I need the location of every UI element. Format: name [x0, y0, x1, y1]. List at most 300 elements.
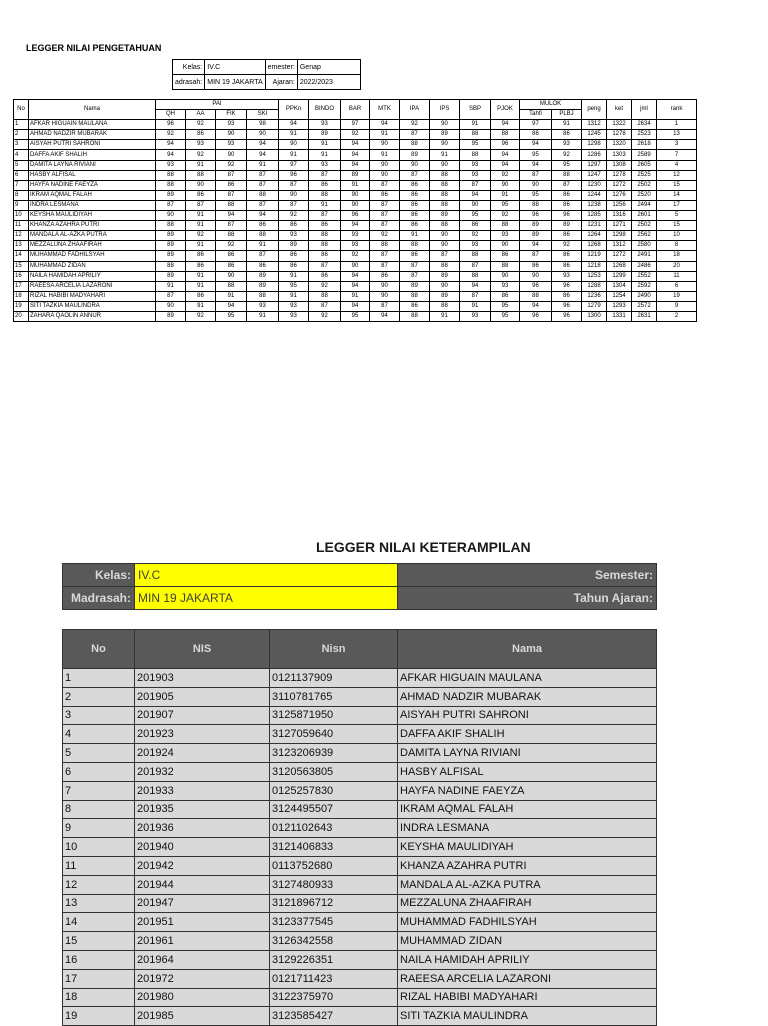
table-cell: 88 [247, 231, 279, 241]
table-cell: MANDALA AL-AZKA PUTRA [29, 231, 156, 241]
table-cell: ZAHARA QAOLIN ANNUR [29, 311, 156, 321]
table-cell: 1298 [582, 140, 607, 150]
table-cell: NAILA HAMIDAH APRILIY [398, 950, 657, 969]
table-cell: AHMAD NADZIR MUBARAK [29, 130, 156, 140]
table-cell: 93 [279, 311, 309, 321]
table-cell: 2 [14, 130, 29, 140]
table-row [14, 281, 697, 291]
semester-value: Genap [297, 60, 360, 75]
table-cell: 89 [430, 271, 460, 281]
table-cell: 1297 [582, 160, 607, 170]
table-cell: 86 [309, 221, 341, 231]
table-cell: 94 [341, 281, 370, 291]
table-cell: 1268 [582, 241, 607, 251]
table-cell: 88 [400, 140, 430, 150]
table-cell: 1244 [582, 190, 607, 200]
table-cell: 86 [216, 261, 247, 271]
table-cell: 90 [520, 271, 552, 281]
table-cell: 86 [400, 221, 430, 231]
table-cell: 91 [341, 180, 370, 190]
table-cell: 89 [156, 311, 186, 321]
table-cell: 91 [430, 150, 460, 160]
table-cell: AHMAD NADZIR MUBARAK [398, 687, 657, 706]
table-cell: 89 [430, 211, 460, 221]
table-cell: RIZAL HABIBI MADYAHARI [398, 988, 657, 1007]
table-cell: 201923 [135, 725, 270, 744]
table-cell: 6 [63, 762, 135, 781]
table-cell: 13 [657, 130, 697, 140]
table-cell: 3127059640 [270, 725, 398, 744]
table-cell: IKRAM AQMAL FALAH [398, 800, 657, 819]
table-cell: 87 [370, 200, 400, 210]
table-cell: 88 [460, 130, 491, 140]
table-cell: 1272 [607, 251, 632, 261]
table-cell: 86 [247, 221, 279, 231]
table-cell: 20 [14, 311, 29, 321]
table-cell: 88 [400, 311, 430, 321]
table-cell: 90 [430, 281, 460, 291]
table-row [63, 913, 657, 932]
table-cell: 91 [309, 140, 341, 150]
table-cell: AISYAH PUTRI SAHRONI [29, 140, 156, 150]
table-cell: 17 [14, 281, 29, 291]
table-cell: 97 [279, 160, 309, 170]
table-cell: 201932 [135, 762, 270, 781]
table-cell: 88 [430, 180, 460, 190]
table-cell: 92 [156, 130, 186, 140]
table-row [63, 725, 657, 744]
table-cell: 2491 [632, 251, 657, 261]
table-cell: 201907 [135, 706, 270, 725]
header-ips: IPS [430, 100, 460, 120]
table-cell: 88 [216, 281, 247, 291]
table-cell: 87 [309, 170, 341, 180]
table-cell: 9 [14, 200, 29, 210]
table-cell: 86 [520, 130, 552, 140]
table-cell: 0125257830 [270, 781, 398, 800]
table-cell: 1230 [582, 180, 607, 190]
table-cell: 9 [657, 301, 697, 311]
semester2-label: Semester: [398, 564, 657, 587]
table-cell: 4 [657, 160, 697, 170]
table-cell: 19 [14, 301, 29, 311]
table-cell: 86 [400, 301, 430, 311]
table-cell: 94 [247, 211, 279, 221]
table-cell: 2631 [632, 311, 657, 321]
table-cell: 96 [520, 311, 552, 321]
table-cell: 87 [247, 170, 279, 180]
table-cell: 90 [216, 130, 247, 140]
table-cell: RAEESA ARCELIA LAZARONI [29, 281, 156, 291]
table-cell: 92 [370, 231, 400, 241]
table-cell: 96 [520, 281, 552, 291]
table-cell: 11 [14, 221, 29, 231]
table-row [14, 291, 697, 301]
table-cell: 92 [186, 231, 216, 241]
table-cell: 87 [309, 301, 341, 311]
table-cell: 0121711423 [270, 969, 398, 988]
table-cell: 87 [247, 180, 279, 190]
table-cell: 87 [216, 190, 247, 200]
table-cell: 91 [186, 271, 216, 281]
table-cell: 88 [430, 261, 460, 271]
table-cell: 16 [63, 950, 135, 969]
table-cell: NAILA HAMIDAH APRILIY [29, 271, 156, 281]
table-cell: 1300 [582, 311, 607, 321]
table-cell: 15 [63, 932, 135, 951]
table-cell: 87 [520, 170, 552, 180]
table-cell: 1271 [607, 221, 632, 231]
table-cell: 1278 [607, 130, 632, 140]
header-ski: SKI [247, 110, 279, 120]
table-cell: 8 [63, 800, 135, 819]
table-cell: 93 [186, 140, 216, 150]
table-cell: 201947 [135, 894, 270, 913]
table-cell: 95 [491, 301, 520, 311]
keterampilan-student-table [62, 629, 657, 1026]
table-cell: 91 [186, 211, 216, 221]
table-row [63, 819, 657, 838]
table-cell: 91 [370, 130, 400, 140]
table-cell: 2592 [632, 281, 657, 291]
table-cell: 94 [156, 150, 186, 160]
header-jml: jml [632, 100, 657, 120]
table-row [14, 140, 697, 150]
table-cell: 90 [430, 140, 460, 150]
table-cell: 93 [279, 231, 309, 241]
table-cell: 91 [186, 281, 216, 291]
table-cell: 94 [491, 150, 520, 160]
table-cell: 92 [552, 241, 582, 251]
table-cell: 97 [520, 120, 552, 130]
table-cell: 201944 [135, 875, 270, 894]
table-cell: 1272 [607, 180, 632, 190]
table-cell: 88 [400, 291, 430, 301]
table-cell: 89 [430, 291, 460, 301]
table-cell: 88 [309, 241, 341, 251]
header-pjok: PJOK [491, 100, 520, 120]
table-cell: 2562 [632, 231, 657, 241]
table-cell: 89 [520, 231, 552, 241]
table-cell: 18 [63, 988, 135, 1007]
table-cell: 87 [186, 200, 216, 210]
table-cell: 91 [279, 150, 309, 160]
header-bar: BAR [341, 100, 370, 120]
table-cell: 88 [309, 291, 341, 301]
table-cell: 88 [156, 261, 186, 271]
header-aa: AA [186, 110, 216, 120]
table-cell: 1308 [607, 160, 632, 170]
table-cell: AFKAR HIGUAIN MAULANA [398, 669, 657, 688]
table-cell: 97 [341, 120, 370, 130]
table-cell: 91 [370, 150, 400, 160]
table-cell: 86 [552, 200, 582, 210]
table-cell: 87 [370, 180, 400, 190]
table-cell: 2 [63, 687, 135, 706]
table-row [63, 669, 657, 688]
table-cell: 1268 [607, 261, 632, 271]
table-cell: 89 [156, 271, 186, 281]
table-cell: 1293 [607, 301, 632, 311]
table-cell: 2601 [632, 211, 657, 221]
table-cell: 90 [341, 261, 370, 271]
table-cell: 15 [657, 180, 697, 190]
table-cell: 95 [520, 190, 552, 200]
table-cell: 91 [309, 200, 341, 210]
table-cell: 16 [14, 271, 29, 281]
table-cell: 94 [370, 120, 400, 130]
table-row [14, 251, 697, 261]
table-cell: 86 [186, 130, 216, 140]
table-cell: 2552 [632, 271, 657, 281]
table-cell: 93 [460, 311, 491, 321]
table-cell: 90 [247, 130, 279, 140]
header2-nisn: Nisn [270, 630, 398, 669]
table-cell: DAMITA LAYNA RIVIANI [29, 160, 156, 170]
table-cell: 94 [341, 160, 370, 170]
table-cell: 2502 [632, 180, 657, 190]
table-cell: 4 [14, 150, 29, 160]
semester-label: emester: [265, 60, 297, 75]
table-cell: 88 [309, 231, 341, 241]
table-cell: 89 [156, 251, 186, 261]
table-cell: 88 [552, 170, 582, 180]
table-cell: 96 [491, 140, 520, 150]
table-cell: 92 [279, 211, 309, 221]
header-ppkn: PPKn [279, 100, 309, 120]
table-cell: 89 [520, 221, 552, 231]
table-cell: 90 [430, 120, 460, 130]
table-cell: 86 [309, 180, 341, 190]
table-cell: 2502 [632, 221, 657, 231]
table-cell: 86 [491, 291, 520, 301]
table-cell: 2618 [632, 140, 657, 150]
table-cell: 1218 [582, 261, 607, 271]
table-cell: 87 [216, 170, 247, 180]
table-cell: 86 [400, 211, 430, 221]
table-cell: 94 [216, 301, 247, 311]
table-cell: 94 [341, 271, 370, 281]
table-cell: 18 [14, 291, 29, 301]
table-row [63, 706, 657, 725]
table-cell: 94 [520, 301, 552, 311]
table-cell: 86 [216, 251, 247, 261]
table-cell: HAYFA NADINE FAEYZA [29, 180, 156, 190]
table-cell: 86 [279, 251, 309, 261]
table-cell: 87 [156, 200, 186, 210]
table-cell: 90 [491, 241, 520, 251]
table-row [14, 150, 697, 160]
table-cell: 1304 [607, 281, 632, 291]
table-cell: MEZZALUNA ZHAAFIRAH [29, 241, 156, 251]
table-cell: 95 [279, 281, 309, 291]
table-cell: 88 [400, 241, 430, 251]
table-cell: 88 [216, 200, 247, 210]
table-cell: 90 [216, 150, 247, 160]
table-cell: 86 [370, 190, 400, 200]
table-cell: 93 [460, 160, 491, 170]
table-cell: 86 [491, 251, 520, 261]
table-cell: 87 [309, 261, 341, 271]
table-cell: 87 [279, 200, 309, 210]
table-cell: 201951 [135, 913, 270, 932]
table-cell: 89 [400, 150, 430, 160]
table-cell: 91 [430, 311, 460, 321]
table-cell: 93 [552, 271, 582, 281]
table-cell: 3127480933 [270, 875, 398, 894]
table-cell: 3125871950 [270, 706, 398, 725]
table-cell: 91 [186, 301, 216, 311]
table-cell: 91 [279, 130, 309, 140]
table-cell: 1299 [607, 271, 632, 281]
table-cell: 9 [63, 819, 135, 838]
table-cell: 86 [552, 130, 582, 140]
table-cell: 93 [341, 241, 370, 251]
table-cell: 201985 [135, 1007, 270, 1026]
table-cell: 94 [247, 140, 279, 150]
table-cell: 87 [279, 180, 309, 190]
header-pai: PAI [156, 100, 279, 110]
table-cell: 2572 [632, 301, 657, 311]
table-cell: 15 [14, 261, 29, 271]
table-cell: KHANZA AZAHRA PUTRI [398, 856, 657, 875]
table-cell: 5 [657, 211, 697, 221]
table-cell: 86 [279, 221, 309, 231]
table-cell: HAYFA NADINE FAEYZA [398, 781, 657, 800]
header-mulok: MULOK [520, 100, 582, 110]
table-cell: 96 [341, 211, 370, 221]
table-cell: 91 [156, 281, 186, 291]
table-cell: 17 [657, 200, 697, 210]
table-cell: INDRA LESMANA [398, 819, 657, 838]
table-cell: 94 [279, 120, 309, 130]
table-cell: 201936 [135, 819, 270, 838]
table-cell: 87 [156, 291, 186, 301]
table-cell: 20 [657, 261, 697, 271]
table-cell: 90 [520, 180, 552, 190]
table-cell: 12 [14, 231, 29, 241]
table-cell: 93 [156, 160, 186, 170]
table-cell: 90 [370, 281, 400, 291]
table-cell: 86 [216, 180, 247, 190]
table-cell: 91 [279, 291, 309, 301]
table-cell: 2490 [632, 291, 657, 301]
table-row [63, 932, 657, 951]
table-cell: 1285 [582, 211, 607, 221]
table-row [63, 800, 657, 819]
table-cell: 90 [430, 231, 460, 241]
table-cell: 87 [370, 261, 400, 271]
table-row [14, 200, 697, 210]
header-no: No [14, 100, 29, 120]
table-cell: 1264 [582, 231, 607, 241]
table-cell: 0121102643 [270, 819, 398, 838]
table-cell: 1247 [582, 170, 607, 180]
table-cell: 1298 [607, 231, 632, 241]
table-cell: 88 [430, 221, 460, 231]
table-cell: 95 [216, 311, 247, 321]
table-cell: 86 [309, 271, 341, 281]
table-cell: 93 [247, 301, 279, 311]
table-cell: 92 [341, 130, 370, 140]
ajaran-value: 2022/2023 [297, 75, 360, 90]
table-row [63, 1007, 657, 1026]
table-cell: 88 [370, 241, 400, 251]
table-cell: 14 [657, 190, 697, 200]
table-cell: 18 [657, 251, 697, 261]
table-cell: MANDALA AL-AZKA PUTRA [398, 875, 657, 894]
table-cell: 90 [370, 291, 400, 301]
table-cell: 94 [156, 140, 186, 150]
table-cell: 94 [341, 301, 370, 311]
table-cell: 91 [247, 311, 279, 321]
table-row [14, 211, 697, 221]
table-cell: 90 [430, 160, 460, 170]
table-cell: MEZZALUNA ZHAAFIRAH [398, 894, 657, 913]
table-cell: 94 [247, 150, 279, 160]
table-cell: 11 [63, 856, 135, 875]
table-cell: 91 [341, 291, 370, 301]
header-plbj: PLBJ [552, 110, 582, 120]
table-cell: 87 [460, 180, 491, 190]
table-cell: 87 [370, 251, 400, 261]
table-cell: 95 [460, 211, 491, 221]
table-row [14, 160, 697, 170]
keterampilan-info-table [62, 563, 657, 610]
table-cell: 88 [156, 221, 186, 231]
table-cell: 90 [156, 301, 186, 311]
table-cell: 88 [491, 221, 520, 231]
table-cell: SITI TAZKIA MAULINDRA [29, 301, 156, 311]
table-cell: 91 [186, 221, 216, 231]
table-cell: RIZAL HABIBI MADYAHARI [29, 291, 156, 301]
table-cell: 96 [552, 211, 582, 221]
table-cell: 86 [400, 190, 430, 200]
table-cell: 95 [552, 160, 582, 170]
table-cell: 201980 [135, 988, 270, 1007]
table-row [14, 221, 697, 231]
table-cell: 88 [460, 150, 491, 160]
table-cell: 1253 [582, 271, 607, 281]
ajaran2-label: Tahun Ajaran: [398, 587, 657, 610]
table-cell: 1276 [607, 190, 632, 200]
ajaran-label: Ajaran: [265, 75, 297, 90]
table-cell: HASBY ALFISAL [29, 170, 156, 180]
table-cell: 10 [14, 211, 29, 221]
table-cell: 89 [400, 281, 430, 291]
table-cell: 13 [14, 241, 29, 251]
table-cell: 3126342558 [270, 932, 398, 951]
table-cell: 93 [216, 140, 247, 150]
table-cell: 94 [341, 150, 370, 160]
table-cell: MUHAMMAD FADHILSYAH [29, 251, 156, 261]
table-row [63, 988, 657, 1007]
table-cell: AISYAH PUTRI SAHRONI [398, 706, 657, 725]
table-cell: KEYSHA MAULIDIYAH [29, 211, 156, 221]
table-cell: 10 [63, 838, 135, 857]
table-cell: 93 [491, 231, 520, 241]
table-cell: 87 [460, 261, 491, 271]
table-row [63, 744, 657, 763]
table-cell: HASBY ALFISAL [398, 762, 657, 781]
table-cell: 14 [14, 251, 29, 261]
table-cell: 92 [552, 150, 582, 160]
table-cell: 89 [156, 231, 186, 241]
table-cell: 3123377545 [270, 913, 398, 932]
table-cell: 86 [247, 261, 279, 271]
madrasah-label: adrasah: [173, 75, 205, 90]
table-cell: DAFFA AKIF SHALIH [398, 725, 657, 744]
